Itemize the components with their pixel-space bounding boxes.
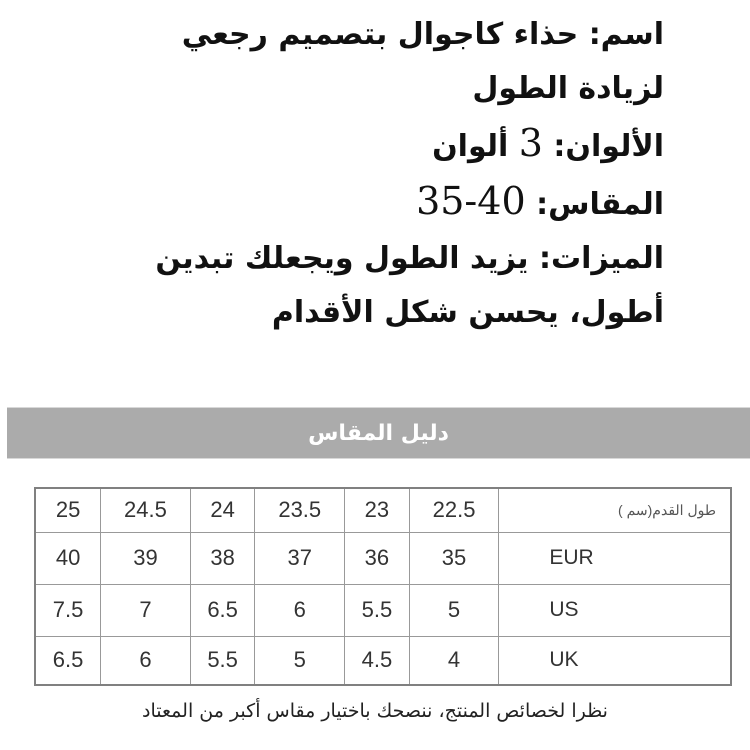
size-range: 35-40 <box>416 179 526 223</box>
table-cell: 24.5 <box>101 488 191 532</box>
product-info <box>64 8 664 340</box>
table-cell: 4.5 <box>345 636 410 685</box>
table-cell: 5 <box>255 636 345 685</box>
table-cell: 23 <box>345 488 410 532</box>
row-label-us: US <box>499 584 731 636</box>
row-label-uk: UK <box>499 636 731 685</box>
table-cell: 5.5 <box>190 636 255 685</box>
features-line-2: أطول، يحسن شكل الأقدام <box>271 295 664 330</box>
table-row-eur <box>35 532 731 584</box>
row-label-eur: EUR <box>499 532 731 584</box>
colors-word: ألوان <box>432 129 509 164</box>
table-cell: 23.5 <box>255 488 345 532</box>
table-cell: 6.5 <box>35 636 101 685</box>
table-cell: 25 <box>35 488 101 532</box>
table-cell: 5 <box>409 584 499 636</box>
table-cell: 22.5 <box>409 488 499 532</box>
table-row-foot-length <box>35 488 731 532</box>
size-chart-table <box>34 487 732 686</box>
row-label-foot-length: طول القدم(سم ) <box>499 488 731 532</box>
table-cell: 36 <box>345 532 410 584</box>
table-cell: 38 <box>190 532 255 584</box>
features-label: الميزات: <box>539 241 664 276</box>
features-value: يزيد الطول ويجعلك تبدين <box>155 241 529 276</box>
colors-count: 3 <box>518 121 543 165</box>
table-cell: 7 <box>101 584 191 636</box>
table-row-uk <box>35 636 731 685</box>
table-cell: 5.5 <box>345 584 410 636</box>
product-name-line <box>64 8 664 62</box>
table-cell: 37 <box>255 532 345 584</box>
colors-line <box>64 116 664 174</box>
name-label: اسم: <box>588 17 664 52</box>
table-cell: 24 <box>190 488 255 532</box>
name-value: حذاء كاجوال بتصميم رجعي <box>181 17 579 52</box>
table-cell: 6 <box>255 584 345 636</box>
product-name-line-2: لزيادة الطول <box>472 71 664 106</box>
table-cell: 6 <box>101 636 191 685</box>
table-cell: 40 <box>35 532 101 584</box>
size-guide-banner <box>7 407 750 459</box>
features-line <box>64 232 664 286</box>
table-cell: 6.5 <box>190 584 255 636</box>
footer-note: نظرا لخصائص المنتج، ننصحك باختيار مقاس أكبر من المعتاد <box>142 700 608 722</box>
table-row-us <box>35 584 731 636</box>
table-cell: 4 <box>409 636 499 685</box>
size-guide-title: دليل المقاس <box>308 420 449 446</box>
table-cell: 35 <box>409 532 499 584</box>
table-cell: 39 <box>101 532 191 584</box>
size-label: المقاس: <box>536 187 664 222</box>
size-line <box>64 174 664 232</box>
table-cell: 7.5 <box>35 584 101 636</box>
colors-label: الألوان: <box>553 129 664 164</box>
